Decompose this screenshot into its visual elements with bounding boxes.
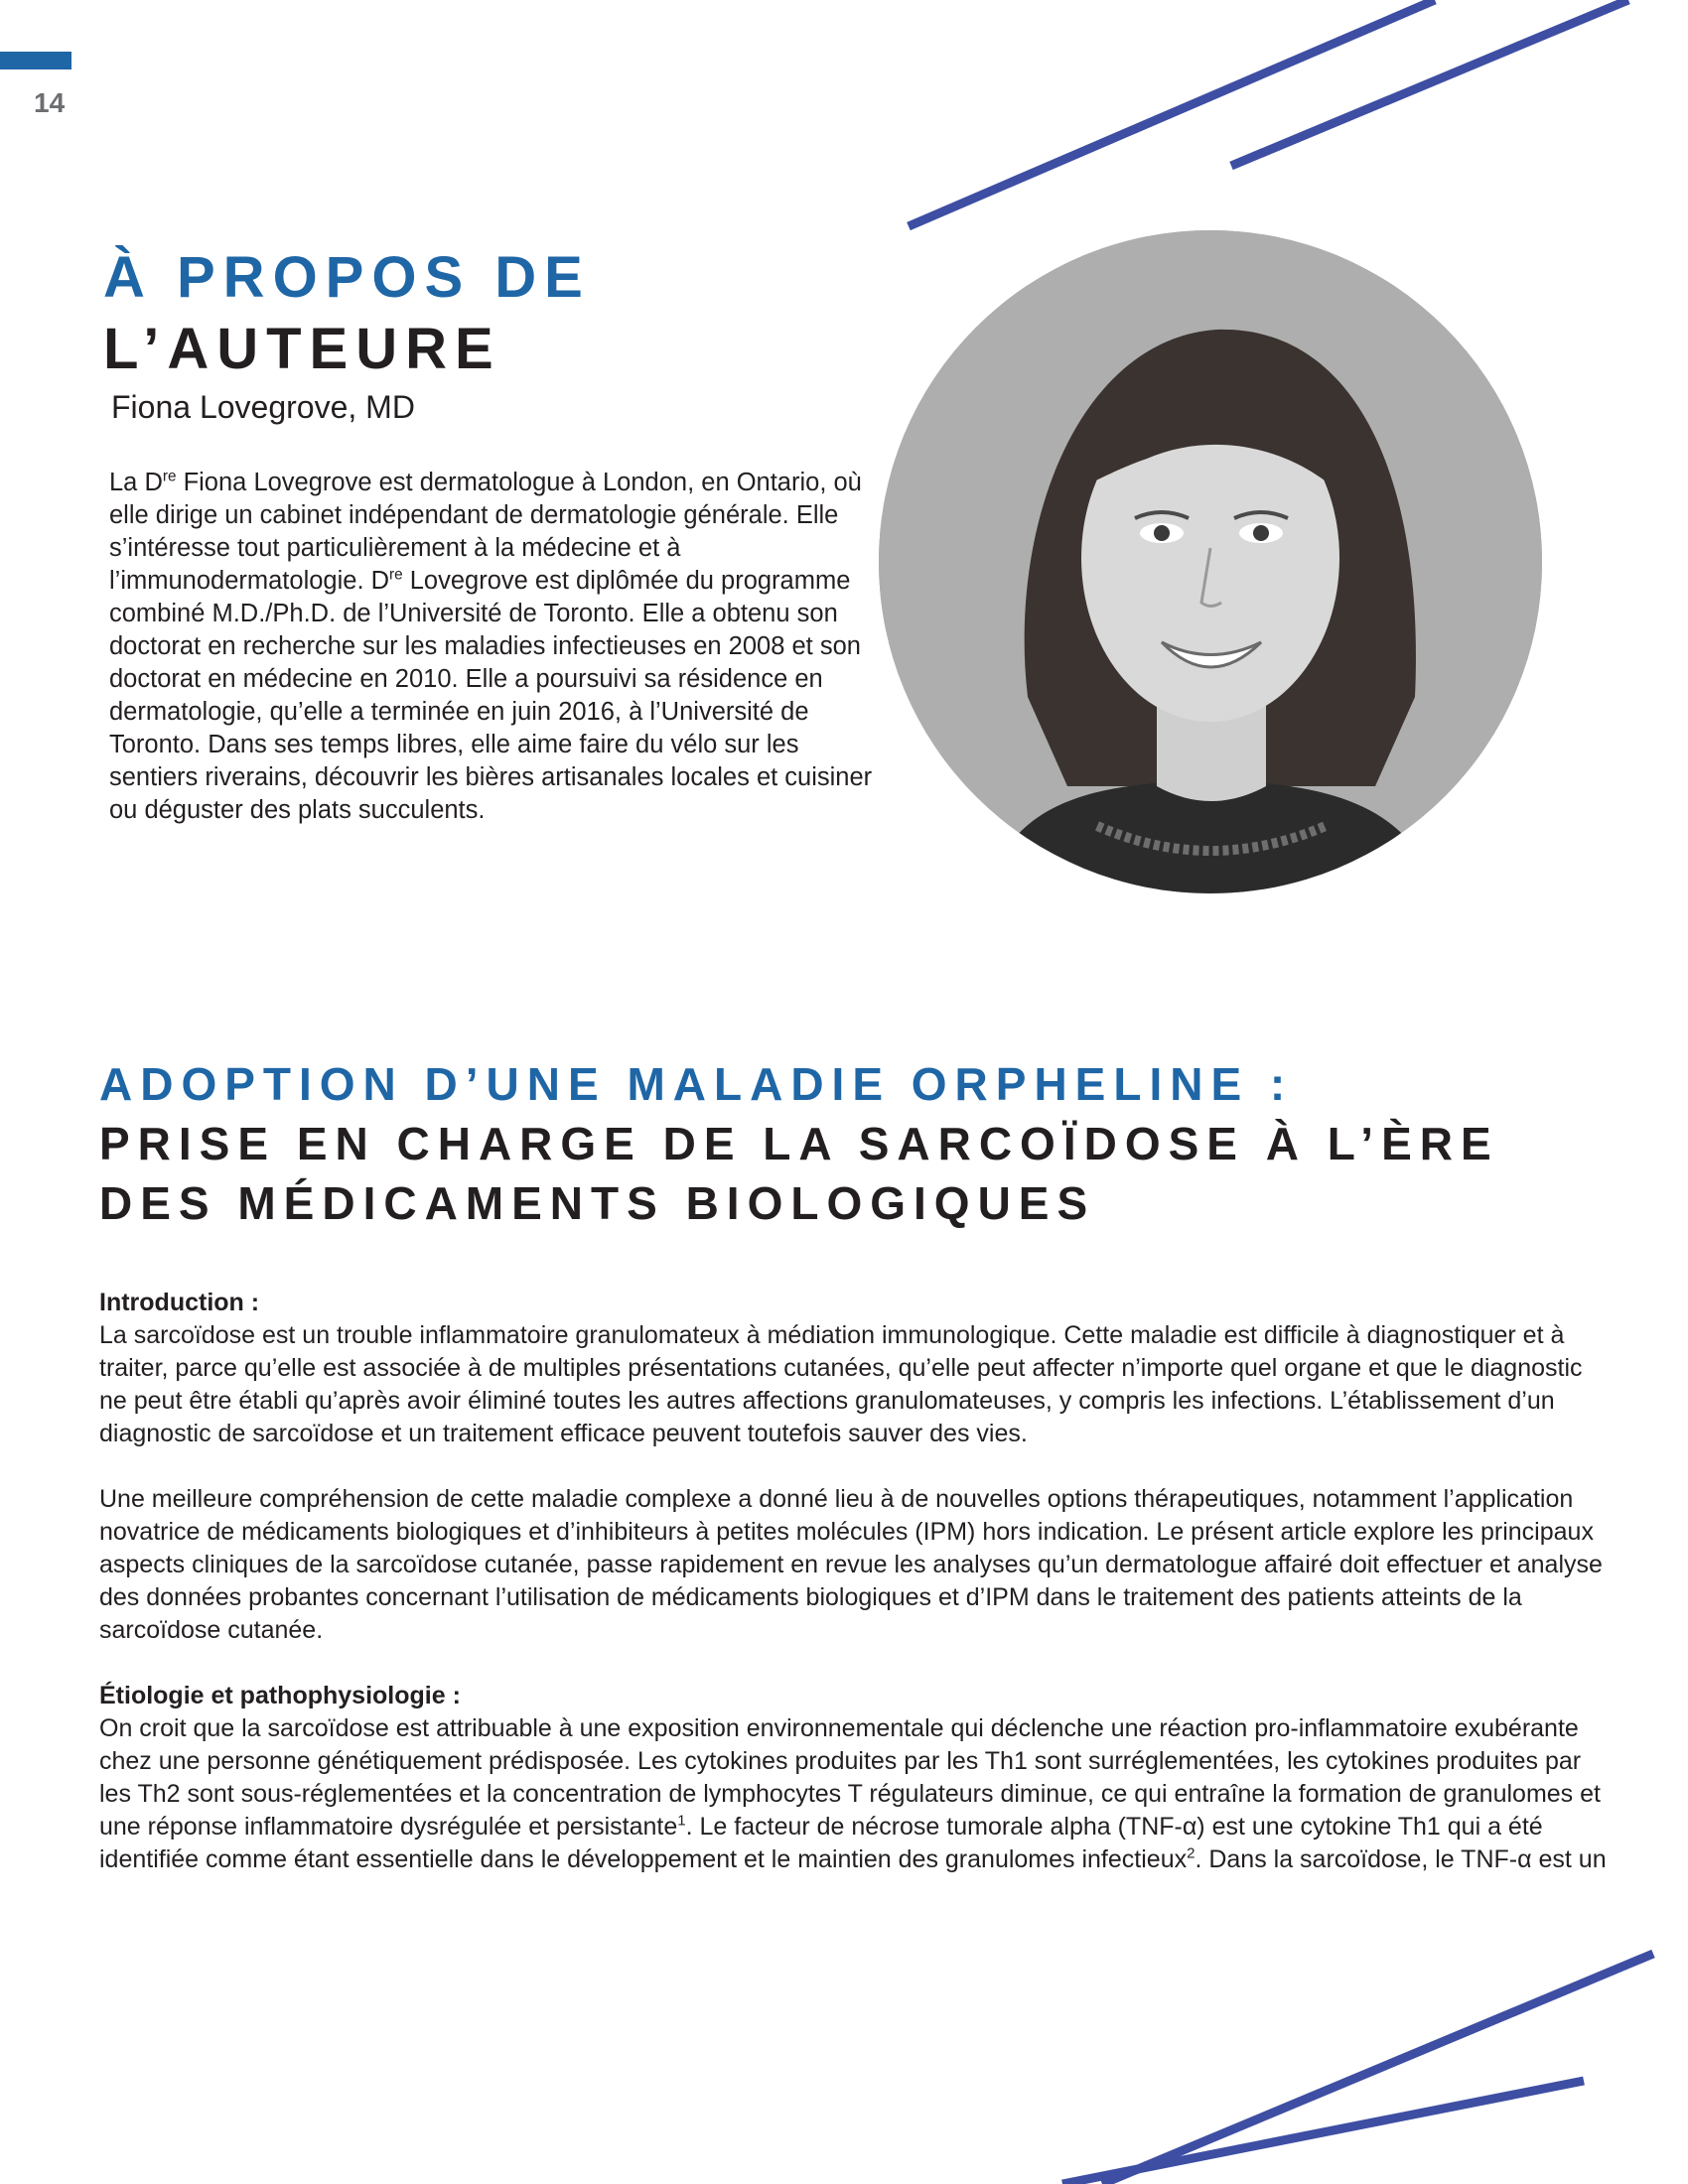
- author-photo: [879, 230, 1542, 893]
- author-name: Fiona Lovegrove, MD: [111, 389, 415, 425]
- article-title-line1: ADOPTION D’UNE MALADIE ORPHELINE :: [99, 1058, 1294, 1110]
- about-title-line1: À PROPOS DE: [103, 245, 591, 310]
- section-heading-introduction: Introduction :: [99, 1289, 260, 1316]
- bio-paragraph: La Dre Fiona Lovegrove est dermatologue à London, en Ontario, où elle dirige un cabinet indépendant de dermatologie générale. Elle s’intéresse tout particulièrement à la médecine et à l’immunodermatologie. Dre Lovegrove est diplômée du programme combiné M.D./Ph.D. de l’Université de Toronto. Elle a obtenu son doctorat en recherche sur les maladies infectieuses en 2008 et son doctorat en médecine en 2010. Elle a poursuivi sa résidence en dermatologie, qu’elle a terminée en juin 2016, à l’Université de Toronto. Dans ses temps libres, elle aime faire du vélo sur les sentiers riverains, découvrir les bières artisanales locales et cuisiner ou déguster des plats succulents.: [109, 468, 873, 824]
- article-title-line2: PRISE EN CHARGE DE LA SARCOÏDOSE À L’ÈRE: [99, 1118, 1499, 1169]
- stripe-bottom-2: [1062, 2081, 1584, 2184]
- section-heading-etiology: Étiologie et pathophysiologie :: [99, 1682, 461, 1709]
- article-title-line3: DES MÉDICAMENTS BIOLOGIQUES: [99, 1177, 1096, 1229]
- reference-1: 1: [677, 1812, 686, 1830]
- reference-2: 2: [1187, 1844, 1196, 1862]
- intro-paragraph-1: La sarcoïdose est un trouble inflammatoire granulomateux à médiation immunologique. Cette maladie est difficile à diagnostiquer et à traiter, parce qu’elle est associée à de multiples présentations cutanées, qu’elle peut affecter n’importe quel organe et que le diagnostic ne peut être établi qu’après avoir éliminé toutes les autres affections granulomateuses, y compris les infections. L’établissement d’un diagnostic de sarcoïdose et un traitement efficace peuvent toutefois sauver des vies.: [99, 1321, 1583, 1447]
- corner-accent-bar: [0, 52, 71, 69]
- etiology-paragraph-1: On croit que la sarcoïdose est attribuable à une exposition environnementale qui déclenche une réaction pro-inflammatoire exubérante chez une personne génétiquement prédisposée. Les cytokines produites par les Th1 sont surréglementées, les cytokines produites par les Th2 sont sous-réglementées et la concentration de lymphocytes T régulateurs diminue, ce qui entraîne la formation de granulomes et une réponse inflammatoire dysrégulée et persistante$^1$. Le facteur de nécrose tumorale alpha (TNF-α) est une cytokine Th1 qui a été identifiée comme étant essentielle dans le développement et le maintien des granulomes infectieux$^2$. Dans la sarcoïdose, le TNF-α est un: [99, 1714, 1607, 1873]
- about-author-title: [103, 242, 591, 385]
- about-title-line2: L’AUTEURE: [103, 317, 501, 381]
- intro-paragraph-2: Une meilleure compréhension de cette maladie complexe a donné lieu à de nouvelles options thérapeutiques, notamment l’application novatrice de médicaments biologiques et d’inhibiteurs à petites molécules (IPM) hors indication. Le présent article explore les principaux aspects cliniques de la sarcoïdose cutanée, passe rapidement en revue les analyses qu’un dermatologue affairé doit effectuer et analyse des données probantes concernant l’utilisation de médicaments biologiques et d’IPM dans le traitement des patients atteints de la sarcoïdose cutanée.: [99, 1485, 1603, 1644]
- author-bio: [109, 467, 884, 827]
- stripe-bottom-1: [1102, 1954, 1653, 2184]
- article-body: [99, 1287, 1609, 1876]
- stripe-top-1: [909, 0, 1435, 226]
- portrait-illustration: [879, 230, 1542, 893]
- page-number: 14: [34, 87, 66, 118]
- article-title: [99, 1054, 1499, 1233]
- stripe-top-2: [1231, 0, 1628, 166]
